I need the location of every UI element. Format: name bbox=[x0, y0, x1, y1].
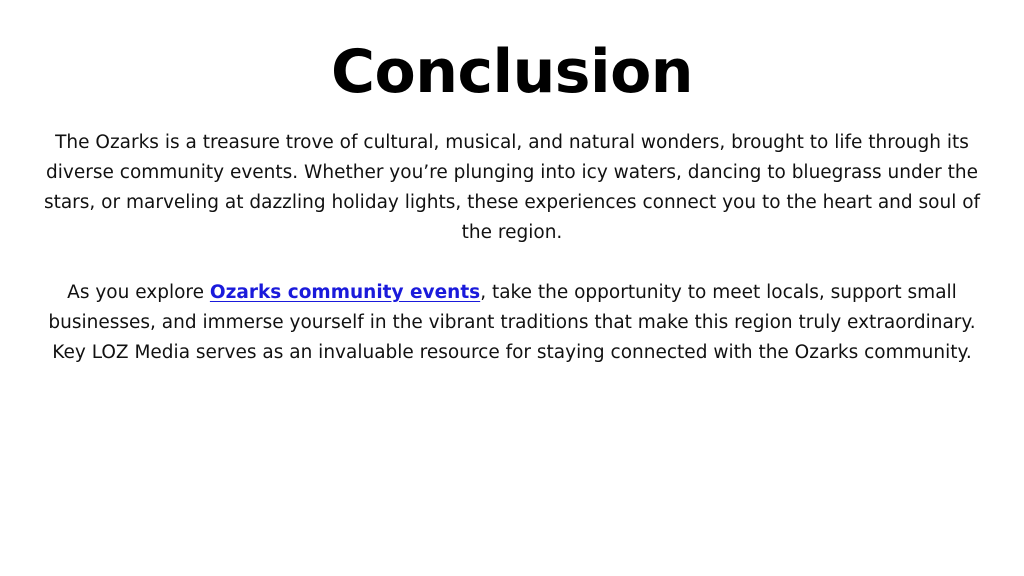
page-title: Conclusion bbox=[330, 37, 694, 107]
ozarks-community-events-link[interactable]: Ozarks community events bbox=[209, 282, 481, 303]
closing-paragraph bbox=[40, 278, 984, 368]
closing-paragraph-rest: , take the opportunity to meet locals, support small businesses, and immerse yourself in the vibrant traditions that make this region truly extraordinary. Key LOZ Media serves as an invaluable resource for staying connected with the Ozarks community. bbox=[48, 282, 976, 363]
closing-paragraph-lead: As you explore bbox=[67, 282, 210, 303]
intro-paragraph: The Ozarks is a treasure trove of cultural, musical, and natural wonders, brought to life through its diverse community events. Whether you’re plunging into icy waters, dancing to bluegrass under the stars, or marveling at dazzling holiday lights, these experiences connect you to the heart and soul of the region. bbox=[43, 132, 981, 243]
